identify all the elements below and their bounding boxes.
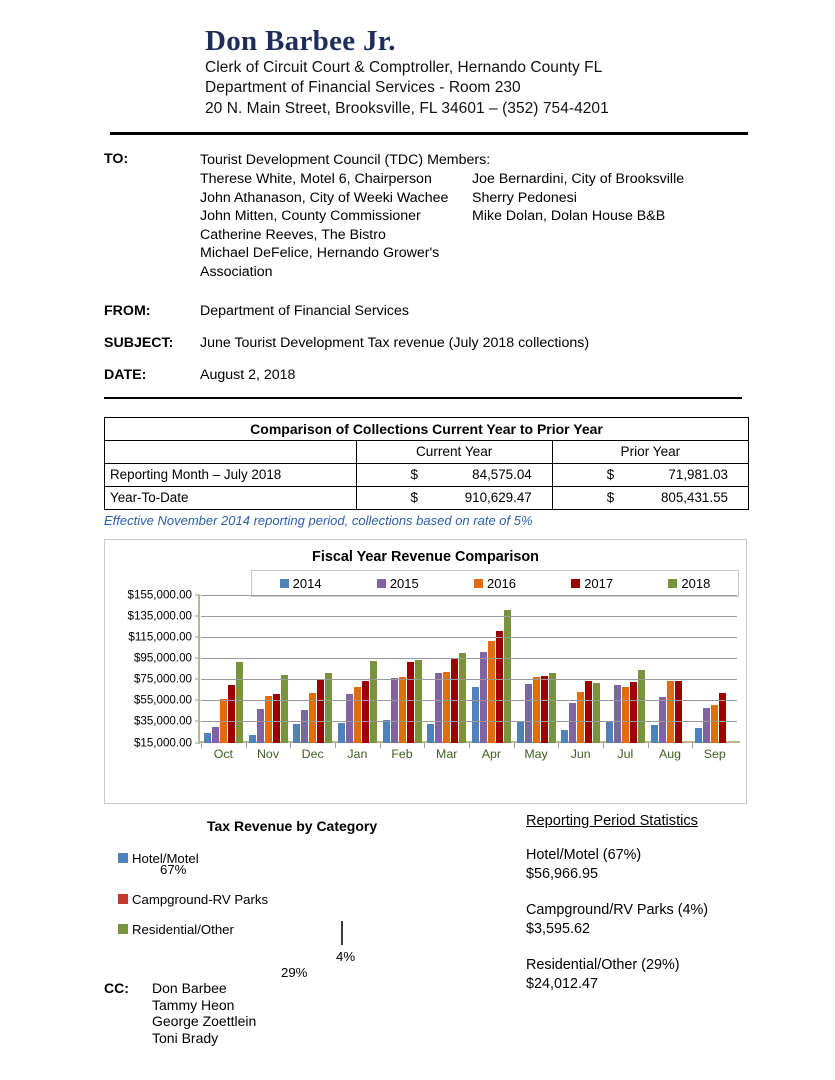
stat-value: $56,966.95 xyxy=(526,865,599,882)
bar-2014-jun xyxy=(561,730,568,743)
table-title-row xyxy=(105,417,749,440)
bar-2014-sep xyxy=(695,728,702,742)
recipient: Joe Bernardini, City of Brooksville xyxy=(472,170,685,187)
y-axis-tick-label: $95,000.00 xyxy=(133,651,192,665)
gridline xyxy=(201,637,737,638)
recipient: John Athanason, City of Weeki Wachee xyxy=(200,189,449,206)
legend-label: 2017 xyxy=(584,575,614,591)
stat-campground xyxy=(526,901,708,939)
bar-2014-jul xyxy=(606,721,613,743)
pie-legend-label: Hotel/Motel xyxy=(132,850,199,866)
header-current-year: Current Year xyxy=(356,440,552,463)
bar-2018-oct xyxy=(236,662,243,742)
chart-title: Fiscal Year Revenue Comparison xyxy=(312,548,539,565)
bar-cluster-aug xyxy=(648,595,693,743)
cc-name: Toni Brady xyxy=(152,1029,219,1046)
currency-symbol: $ xyxy=(410,490,418,506)
bar-cluster-may xyxy=(514,595,559,743)
stats-heading: Reporting Period Statistics xyxy=(526,812,698,829)
bar-2016-jan xyxy=(354,687,361,743)
to-column-left xyxy=(200,170,472,282)
y-axis-tick-label: $55,000.00 xyxy=(133,693,192,707)
cc-name: Don Barbee xyxy=(152,980,227,996)
amount: 84,575.04 xyxy=(472,467,532,483)
legend-swatch-icon xyxy=(668,579,677,588)
bar-2014-dec xyxy=(293,724,300,743)
x-axis-tick-label: Jan xyxy=(347,746,368,761)
legend-swatch-icon xyxy=(571,579,580,588)
stat-label: Hotel/Motel (67%) xyxy=(526,846,642,863)
bar-2015-mar xyxy=(435,673,442,742)
bar-2016-jul xyxy=(622,687,629,743)
pie-label-campground-percent: 4% xyxy=(336,948,356,964)
x-axis-tick-label: Aug xyxy=(659,746,682,761)
legend-swatch-icon xyxy=(118,894,128,904)
comparison-table-title: Comparison of Collections Current Year to Prior Year xyxy=(105,417,749,440)
to-recipients xyxy=(200,151,835,281)
y-axis-tick-label: $135,000.00 xyxy=(127,609,192,623)
bar-cluster-nov xyxy=(246,595,291,743)
pie-legend-label: Residential/Other xyxy=(132,921,234,937)
legend-label: 2015 xyxy=(389,575,419,591)
memo-row-from xyxy=(104,303,835,319)
chart-plot-area xyxy=(201,595,737,743)
bar-2014-may xyxy=(517,721,524,743)
bar-2016-mar xyxy=(443,672,450,743)
bar-2016-sep xyxy=(711,705,718,743)
bar-2014-nov xyxy=(249,735,256,742)
bar-2018-may xyxy=(549,673,556,743)
bar-2017-aug xyxy=(675,681,682,743)
pie-label-hotel-percent: 67% xyxy=(160,861,187,877)
recipient: Catherine Reeves, The Bistro xyxy=(200,226,386,243)
cc-name: George Zoettlein xyxy=(152,1013,257,1030)
bar-2018-apr xyxy=(504,610,511,742)
amount: 805,431.55 xyxy=(660,490,728,506)
legend-label: 2018 xyxy=(681,575,711,591)
x-axis-tick-label: Sep xyxy=(703,746,726,761)
x-axis-tick-label: Apr xyxy=(481,746,502,761)
bar-2014-jan xyxy=(338,723,345,743)
chart-legend xyxy=(251,570,739,597)
header-blank xyxy=(105,440,357,463)
date-value: August 2, 2018 xyxy=(200,366,296,383)
bar-2018-jan xyxy=(370,661,377,743)
subject-label: SUBJECT: xyxy=(104,334,174,351)
recipient: John Mitten, County Commissioner xyxy=(200,208,421,225)
cc-name-list xyxy=(152,980,256,1046)
bar-2015-apr xyxy=(480,652,487,742)
stat-label: Residential/Other (29%) xyxy=(526,956,680,973)
bar-2016-nov xyxy=(265,696,272,743)
header-divider xyxy=(110,132,748,135)
memo-row-to xyxy=(104,151,835,281)
legend-item-2016 xyxy=(474,576,516,591)
cell-prior-reporting-month xyxy=(552,463,748,486)
recipient: Mike Dolan, Dolan House B&B xyxy=(472,208,666,225)
gridline xyxy=(201,721,737,722)
y-axis-line xyxy=(198,595,200,744)
stat-hotel xyxy=(526,846,708,884)
org-name: Don Barbee Jr. xyxy=(205,25,396,57)
bar-2014-aug xyxy=(651,725,658,742)
bar-2015-feb xyxy=(391,678,398,743)
y-axis-tick-label: $15,000.00 xyxy=(133,736,192,750)
reporting-period-statistics xyxy=(526,813,708,994)
letterhead-line-2: Department of Financial Services - Room 230 xyxy=(205,79,521,97)
pie-legend-label: Campground-RV Parks xyxy=(132,891,269,907)
legend-swatch-icon xyxy=(474,579,483,588)
legend-item-2018 xyxy=(668,576,710,591)
bar-2015-may xyxy=(525,684,532,743)
recipient: Therese White, Motel 6, Chairperson xyxy=(200,170,432,187)
stat-value: $3,595.62 xyxy=(526,920,591,937)
bar-2018-jun xyxy=(593,683,600,743)
bar-2017-apr xyxy=(496,631,503,743)
pie-chart-legend xyxy=(118,850,268,938)
stat-value: $24,012.47 xyxy=(526,975,599,992)
cell-current-ytd xyxy=(356,486,552,509)
x-axis-tick-label: Oct xyxy=(213,746,233,761)
y-axis-tick-label: $155,000.00 xyxy=(127,588,192,602)
pie-leader-line xyxy=(341,921,343,945)
stat-residential xyxy=(526,956,708,994)
cc-name: Tammy Heon xyxy=(152,996,235,1013)
bar-2015-dec xyxy=(301,710,308,742)
legend-swatch-icon xyxy=(280,579,289,588)
bar-2015-sep xyxy=(703,708,710,742)
x-axis-tick-label: May xyxy=(524,746,548,761)
legend-swatch-icon xyxy=(118,853,128,863)
bar-2018-mar xyxy=(459,653,466,742)
from-label: FROM: xyxy=(104,302,151,319)
pie-legend-item-hotel xyxy=(118,850,268,867)
x-axis-tick-label: Jul xyxy=(617,746,634,761)
comparison-table xyxy=(104,417,749,510)
bar-2017-jun xyxy=(585,681,592,742)
bar-cluster-jan xyxy=(335,595,380,743)
to-label: TO: xyxy=(104,151,129,168)
bar-2018-nov xyxy=(281,675,288,742)
bar-cluster-jun xyxy=(558,595,603,743)
header-prior-year: Prior Year xyxy=(552,440,748,463)
bar-cluster-oct xyxy=(201,595,246,743)
legend-swatch-icon xyxy=(118,924,128,934)
to-column-right xyxy=(472,170,835,282)
bar-2017-jan xyxy=(362,681,369,742)
table-row xyxy=(105,486,749,509)
bar-cluster-jul xyxy=(603,595,648,743)
bar-2017-jul xyxy=(630,682,637,742)
bar-2015-jun xyxy=(569,703,576,743)
y-axis-tick-label: $35,000.00 xyxy=(133,714,192,728)
bar-2017-may xyxy=(541,676,548,742)
memo-divider xyxy=(104,397,742,399)
letterhead-line-1: Clerk of Circuit Court & Comptroller, Hernando County FL xyxy=(205,58,603,76)
letterhead-line-3: 20 N. Main Street, Brooksville, FL 34601 – (352) 754-4201 xyxy=(205,99,609,117)
bar-2014-feb xyxy=(383,720,390,743)
row-label-reporting-month: Reporting Month – July 2018 xyxy=(105,463,357,486)
bar-2015-jul xyxy=(614,685,621,743)
cc-label: CC: xyxy=(104,980,129,996)
recipient: Sherry Pedonesi xyxy=(472,189,577,206)
gridline xyxy=(201,679,737,680)
currency-symbol: $ xyxy=(410,467,418,483)
gridline xyxy=(201,658,737,659)
bar-2017-oct xyxy=(228,685,235,742)
from-value: Department of Financial Services xyxy=(200,302,409,319)
x-axis-tick-label: Nov xyxy=(256,746,280,761)
gridline xyxy=(201,595,737,596)
bar-2015-aug xyxy=(659,697,666,742)
x-axis-tick-label: Dec xyxy=(301,746,324,761)
to-heading: Tourist Development Council (TDC) Members: xyxy=(200,152,491,169)
recipient: Michael DeFelice, Hernando Grower's Association xyxy=(200,245,440,280)
bar-cluster-mar xyxy=(424,595,469,743)
chart-x-axis-labels xyxy=(201,747,737,761)
currency-symbol: $ xyxy=(606,490,615,506)
bar-2018-dec xyxy=(325,673,332,742)
bar-2017-dec xyxy=(317,679,324,742)
pie-legend-item-residential xyxy=(118,921,268,938)
cell-current-reporting-month xyxy=(356,463,552,486)
legend-item-2014 xyxy=(280,576,322,591)
subject-value: June Tourist Development Tax revenue (July 2018 collections) xyxy=(200,334,590,351)
stat-label: Campground/RV Parks (4%) xyxy=(526,901,709,918)
gridline xyxy=(201,700,737,701)
bar-2016-aug xyxy=(667,681,674,743)
y-axis-tick-label: $75,000.00 xyxy=(133,672,192,686)
date-label: DATE: xyxy=(104,366,147,383)
bar-2015-oct xyxy=(212,727,219,743)
bar-2017-feb xyxy=(407,662,414,742)
table-footnote: Effective November 2014 reporting period, collections based on rate of 5% xyxy=(104,512,533,528)
bar-2016-feb xyxy=(399,677,406,743)
legend-label: 2014 xyxy=(292,575,322,591)
cell-prior-ytd xyxy=(552,486,748,509)
x-axis-tick-label: Feb xyxy=(391,746,413,761)
bar-cluster-sep xyxy=(692,595,737,743)
x-axis-tick-label: Jun xyxy=(570,746,591,761)
currency-symbol: $ xyxy=(606,467,615,483)
x-axis-tick-label: Mar xyxy=(436,746,458,761)
bar-cluster-feb xyxy=(380,595,425,743)
gridline xyxy=(201,616,737,617)
pie-legend-item-campground xyxy=(118,891,268,908)
y-axis-tick-label: $115,000.00 xyxy=(128,630,192,644)
row-label-ytd: Year-To-Date xyxy=(105,486,357,509)
amount: 71,981.03 xyxy=(668,467,728,483)
bar-2015-nov xyxy=(257,709,264,742)
cc-section xyxy=(104,980,256,1046)
pie-chart-title: Tax Revenue by Category xyxy=(207,817,378,834)
bar-cluster-apr xyxy=(469,595,514,743)
bar-2014-oct xyxy=(204,733,211,743)
chart-bars xyxy=(201,595,737,743)
bar-2016-may xyxy=(533,677,540,743)
letterhead xyxy=(0,0,835,119)
bar-2014-apr xyxy=(472,687,479,743)
table-header-row xyxy=(105,440,749,463)
bar-2016-apr xyxy=(488,641,495,743)
bar-2014-mar xyxy=(427,724,434,743)
legend-item-2015 xyxy=(377,576,419,591)
fiscal-year-revenue-chart xyxy=(104,539,747,804)
legend-swatch-icon xyxy=(377,579,386,588)
bar-2018-jul xyxy=(638,670,645,743)
bar-cluster-dec xyxy=(290,595,335,743)
pie-label-residential-percent: 29% xyxy=(281,964,308,980)
table-row xyxy=(105,463,749,486)
comparison-table-wrapper xyxy=(104,417,749,510)
legend-label: 2016 xyxy=(487,575,516,591)
memo-header xyxy=(0,151,835,382)
memo-row-subject xyxy=(104,335,835,351)
memo-row-date xyxy=(104,367,835,383)
amount: 910,629.47 xyxy=(464,490,532,506)
legend-item-2017 xyxy=(571,576,613,591)
